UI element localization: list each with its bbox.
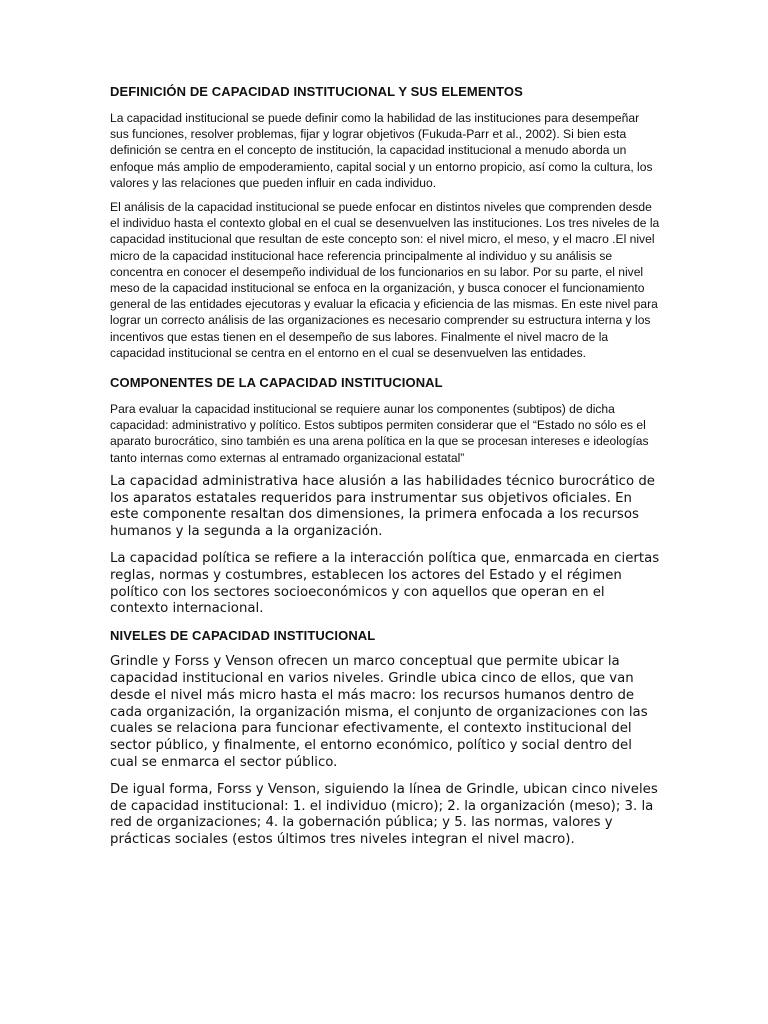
paragraph-niveles-forss-venson: De igual forma, Forss y Venson, siguiendo la línea de Grindle, ubican cinco niveles de capacidad institucional: 1. el individuo (micro); 2. la organización (meso); 3. la red de organizaciones; 4. la gobernación pública; y 5. las normas, valores y prácticas sociales (estos últimos tres niveles integran el nivel macro). [110, 781, 658, 848]
section-heading-niveles: NIVELES DE CAPACIDAD INSTITUCIONAL [110, 628, 376, 644]
section-heading-componentes: COMPONENTES DE LA CAPACIDAD INSTITUCIONAL [110, 375, 443, 391]
paragraph-definicion-2: El análisis de la capacidad institucional se puede enfocar en distintos niveles que comprenden desde el individuo hasta el contexto global en el cual se desenvuelven las instituciones. Los tres niveles de la capacidad institucional que resultan de este concepto son: el nivel micro, el meso, y el macro .El nivel micro de la capacidad institucional hace referencia principalmente al individuo y su análisis se concentra en conocer el desempeño individual de los funcionarios en su labor. Por su parte, el nivel meso de la capacidad institucional se enfoca en la organización, y busca conocer el funcionamiento general de las entidades ejecutoras y evaluar la eficacia y eficiencia de las mismas. En este nivel para lograr un correcto análisis de las organizaciones es necesario comprender su estructura interna y los incentivos que estas tienen en el desempeño de sus labores. Finalmente el nivel macro de la capacidad institucional se centra en el entorno en el cual se desenvuelven las entidades. [110, 200, 660, 360]
paragraph-niveles-grindle: Grindle y Forss y Venson ofrecen un marco conceptual que permite ubicar la capacidad institucional en varios niveles. Grindle ubica cinco de ellos, que van desde el nivel más micro hasta el más macro: los recursos humanos dentro de cada organización, la organización misma, el conjunto de organizaciones con las cuales se relaciona para funcionar efectivamente, el contexto institucional del sector público, y finalmente, el entorno económico, político y social dentro del cual se enmarca el sector público. [110, 654, 648, 771]
paragraph-definicion-1: La capacidad institucional se puede definir como la habilidad de las instituciones para desempeñar sus funciones, resolver problemas, fijar y lograr objetivos (Fukuda-Parr et al., 2002). Si bien esta definición se centra en el concepto de institución, la capacidad institucional a menudo aborda un enfoque más amplio de empoderamiento, capital social y un entorno propicio, así como la cultura, los valores y las relaciones que pueden influir en cada individuo. [110, 111, 653, 190]
paragraph-capacidad-administrativa: La capacidad administrativa hace alusión a las habilidades técnico burocrático de los aparatos estatales requeridos para instrumentar sus objetivos oficiales. En este componente resaltan dos dimensiones, la primera enfocada a los recursos humanos y la segunda a la organización. [110, 473, 655, 540]
document-page [110, 84, 660, 859]
paragraph-componentes-intro: Para evaluar la capacidad institucional se requiere aunar los componentes (subtipos) de dicha capacidad: administrativo y político. Estos subtipos permiten considerar que el “Estado no sólo es el aparato burocrático, sino también es una arena política en la que se procesan intereses e ideologías tanto internas como externas al entramado organizacional estatal” [110, 402, 649, 465]
section-heading-definicion: DEFINICIÓN DE CAPACIDAD INSTITUCIONAL Y SUS ELEMENTOS [110, 84, 523, 99]
paragraph-capacidad-politica: La capacidad política se refiere a la interacción política que, enmarcada en ciertas reglas, normas y costumbres, establecen los actores del Estado y el régimen político con los sectores socioeconómicos y con aquellos que operan en el contexto internacional. [110, 551, 660, 617]
